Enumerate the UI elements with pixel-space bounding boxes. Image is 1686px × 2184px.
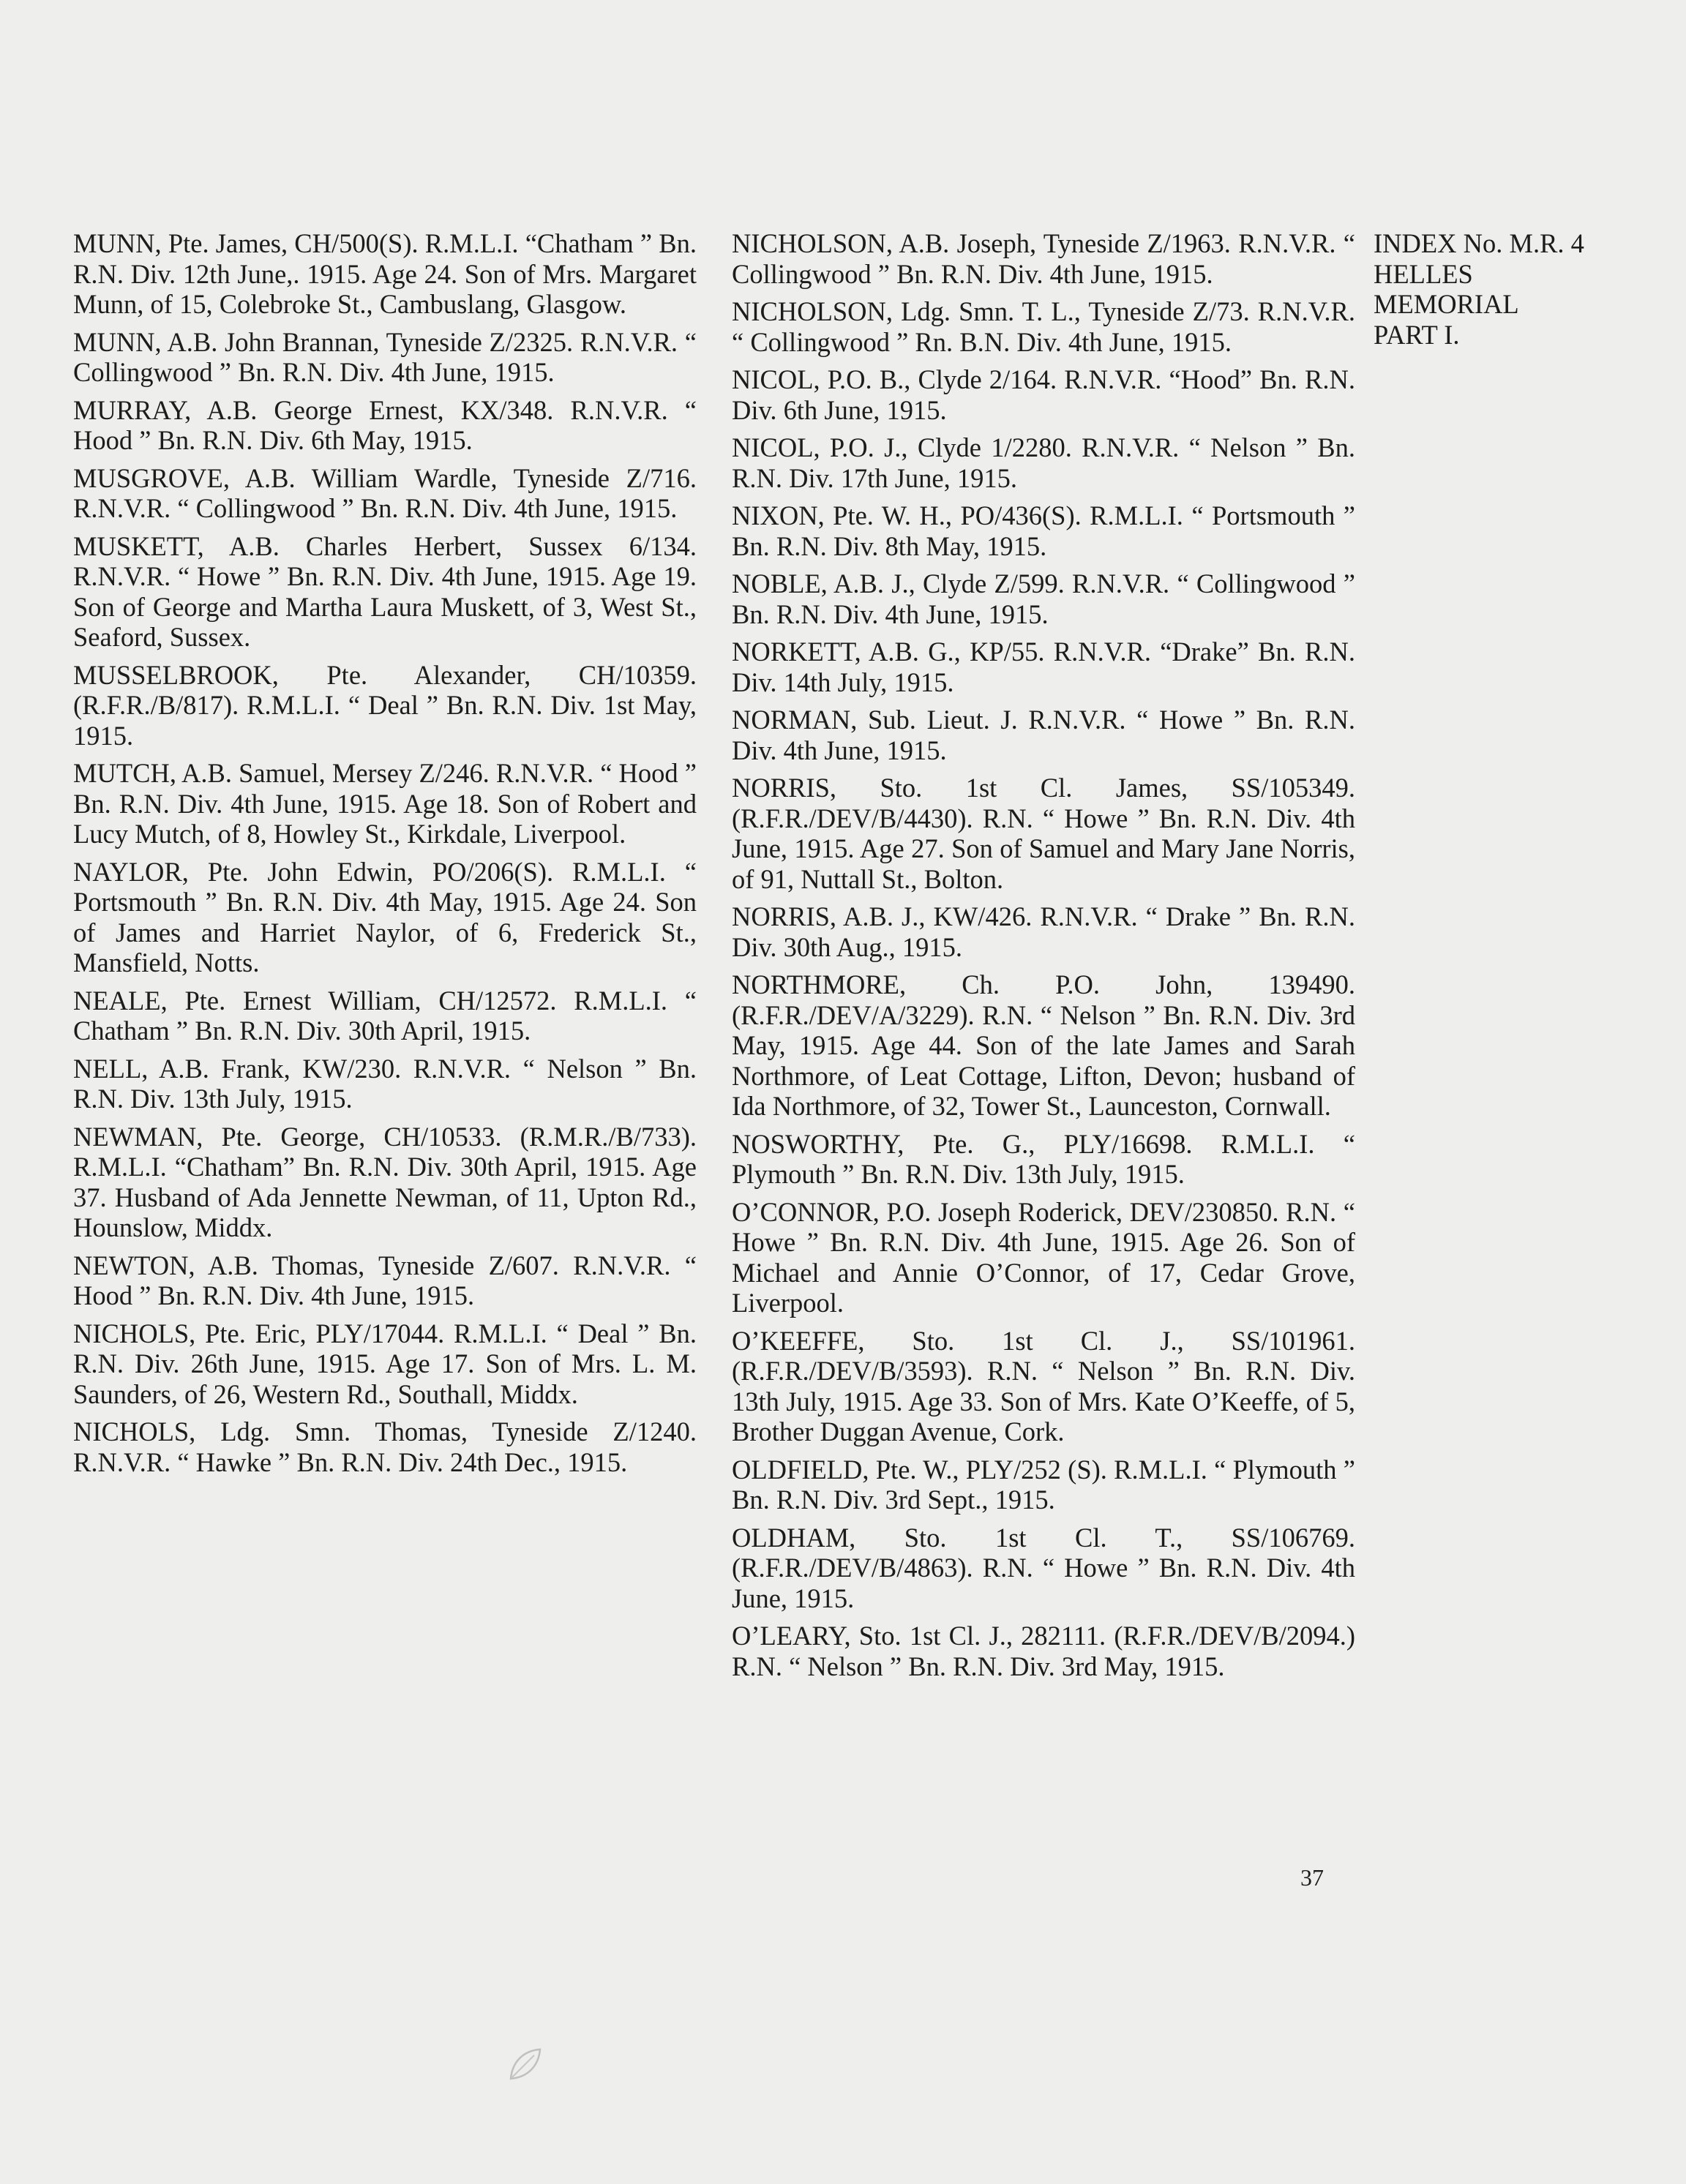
register-entry: O’LEARY, Sto. 1st Cl. J., 282111. (R.F.R./DEV/B/2094.) R.N. “ Nelson ” Bn. R.N. Div. 3rd May, 1915.: [732, 1621, 1355, 1681]
register-column-left: [73, 228, 697, 1485]
memorial-name-line-1: HELLES: [1374, 258, 1473, 289]
memorial-index-heading: [1374, 228, 1652, 350]
register-entry: MUSKETT, A.B. Charles Herbert, Sussex 6/134. R.N.V.R. “ Howe ” Bn. R.N. Div. 4th June, 1915. Age 19. Son of George and Martha Laura Muskett, of 3, West St., Seaford, Sussex.: [73, 530, 697, 652]
register-entry: NOSWORTHY, Pte. G., PLY/16698. R.M.L.I. “ Plymouth ” Bn. R.N. Div. 13th July, 1915.: [732, 1128, 1355, 1189]
memorial-name-line-2: MEMORIAL: [1374, 289, 1519, 319]
register-entry: NORRIS, Sto. 1st Cl. James, SS/105349. (R.F.R./DEV/B/4430). R.N. “ Howe ” Bn. R.N. Div. 4th June, 1915. Age 27. Son of Samuel and Mary Jane Norris, of 91, Nuttall St., Bolton.: [732, 773, 1355, 894]
register-entry: NICHOLS, Ldg. Smn. Thomas, Tyneside Z/1240. R.N.V.R. “ Hawke ” Bn. R.N. Div. 24th Dec., 1915.: [73, 1416, 697, 1477]
register-entry: NIXON, Pte. W. H., PO/436(S). R.M.L.I. “ Portsmouth ” Bn. R.N. Div. 8th May, 1915.: [732, 500, 1355, 561]
register-entry: O’CONNOR, P.O. Joseph Roderick, DEV/230850. R.N. “ Howe ” Bn. R.N. Div. 4th June, 1915. Age 26. Son of Michael and Annie O’Connor, of 17, Cedar Grove, Liverpool.: [732, 1196, 1355, 1318]
register-entry: NORTHMORE, Ch. P.O. John, 139490. (R.F.R./DEV/A/3229). R.N. “ Nelson ” Bn. R.N. Div. 3rd May, 1915. Age 44. Son of the late James and Sarah Northmore, of Leat Cottage, Lifton, Devon; husband of Ida Northmore, of 32, Tower St., Launceston, Cornwall.: [732, 969, 1355, 1121]
register-entry: NICOL, P.O. J., Clyde 1/2280. R.N.V.R. “ Nelson ” Bn. R.N. Div. 17th June, 1915.: [732, 432, 1355, 493]
register-entry: NICHOLSON, Ldg. Smn. T. L., Tyneside Z/73. R.N.V.R. “ Collingwood ” Rn. B.N. Div. 4th June, 1915.: [732, 296, 1355, 357]
register-entry: MUSSELBROOK, Pte. Alexander, CH/10359. (R.F.R./B/817). R.M.L.I. “ Deal ” Bn. R.N. Div. 1st May, 1915.: [73, 659, 697, 751]
part-label: PART I.: [1374, 319, 1460, 350]
register-entry: NEWMAN, Pte. George, CH/10533. (R.M.R./B/733). R.M.L.I. “Chatham” Bn. R.N. Div. 30th April, 1915. Age 37. Husband of Ada Jennette Newman, of 11, Upton Rd., Hounslow, Middx.: [73, 1121, 697, 1242]
register-entry: NEALE, Pte. Ernest William, CH/12572. R.M.L.I. “ Chatham ” Bn. R.N. Div. 30th April, 1915.: [73, 985, 697, 1046]
page-number: 37: [1300, 1864, 1324, 1891]
register-entry: MUTCH, A.B. Samuel, Mersey Z/246. R.N.V.R. “ Hood ” Bn. R.N. Div. 4th June, 1915. Age 18. Son of Robert and Lucy Mutch, of 8, Howley St., Kirkdale, Liverpool.: [73, 758, 697, 849]
register-entry: MUNN, A.B. John Brannan, Tyneside Z/2325. R.N.V.R. “ Collingwood ” Bn. R.N. Div. 4th June, 1915.: [73, 326, 697, 387]
register-entry: NELL, A.B. Frank, KW/230. R.N.V.R. “ Nelson ” Bn. R.N. Div. 13th July, 1915.: [73, 1053, 697, 1114]
register-entry: NICHOLSON, A.B. Joseph, Tyneside Z/1963. R.N.V.R. “ Collingwood ” Bn. R.N. Div. 4th June, 1915.: [732, 228, 1355, 289]
register-entry: OLDFIELD, Pte. W., PLY/252 (S). R.M.L.I. “ Plymouth ” Bn. R.N. Div. 3rd Sept., 1915.: [732, 1454, 1355, 1515]
register-entry: NORMAN, Sub. Lieut. J. R.N.V.R. “ Howe ” Bn. R.N. Div. 4th June, 1915.: [732, 705, 1355, 765]
register-entry: NOBLE, A.B. J., Clyde Z/599. R.N.V.R. “ Collingwood ” Bn. R.N. Div. 4th June, 1915.: [732, 568, 1355, 629]
register-entry: O’KEEFFE, Sto. 1st Cl. J., SS/101961. (R.F.R./DEV/B/3593). R.N. “ Nelson ” Bn. R.N. Div. 13th July, 1915. Age 33. Son of Mrs. Kate O’Keeffe, of 5, Brother Duggan Avenue, Cork.: [732, 1325, 1355, 1446]
index-number: INDEX No. M.R. 4: [1374, 228, 1584, 258]
register-entry: NICHOLS, Pte. Eric, PLY/17044. R.M.L.I. “ Deal ” Bn. R.N. Div. 26th June, 1915. Age 17. Son of Mrs. L. M. Saunders, of 26, Western Rd., Southall, Middx.: [73, 1318, 697, 1409]
register-entry: NAYLOR, Pte. John Edwin, PO/206(S). R.M.L.I. “ Portsmouth ” Bn. R.N. Div. 4th May, 1915. Age 24. Son of James and Harriet Naylor, of 6, Frederick St., Mansfield, Notts.: [73, 856, 697, 977]
register-entry: NORRIS, A.B. J., KW/426. R.N.V.R. “ Drake ” Bn. R.N. Div. 30th Aug., 1915.: [732, 901, 1355, 962]
register-column-right: [732, 228, 1355, 1689]
register-entry: NICOL, P.O. B., Clyde 2/164. R.N.V.R. “Hood” Bn. R.N. Div. 6th June, 1915.: [732, 364, 1355, 425]
register-entry: NORKETT, A.B. G., KP/55. R.N.V.R. “Drake” Bn. R.N. Div. 14th July, 1915.: [732, 637, 1355, 697]
leaf-icon: [506, 2045, 544, 2083]
register-entry: NEWTON, A.B. Thomas, Tyneside Z/607. R.N.V.R. “ Hood ” Bn. R.N. Div. 4th June, 1915.: [73, 1250, 697, 1310]
register-entry: MURRAY, A.B. George Ernest, KX/348. R.N.V.R. “ Hood ” Bn. R.N. Div. 6th May, 1915.: [73, 394, 697, 455]
register-entry: MUNN, Pte. James, CH/500(S). R.M.L.I. “Chatham ” Bn. R.N. Div. 12th June,. 1915. Age 24. Son of Mrs. Margaret Munn, of 15, Colebroke St., Cambuslang, Glasgow.: [73, 228, 697, 319]
register-entry: OLDHAM, Sto. 1st Cl. T., SS/106769. (R.F.R./DEV/B/4863). R.N. “ Howe ” Bn. R.N. Div. 4th June, 1915.: [732, 1522, 1355, 1613]
register-entry: MUSGROVE, A.B. William Wardle, Tyneside Z/716. R.N.V.R. “ Collingwood ” Bn. R.N. Div. 4th June, 1915.: [73, 462, 697, 523]
